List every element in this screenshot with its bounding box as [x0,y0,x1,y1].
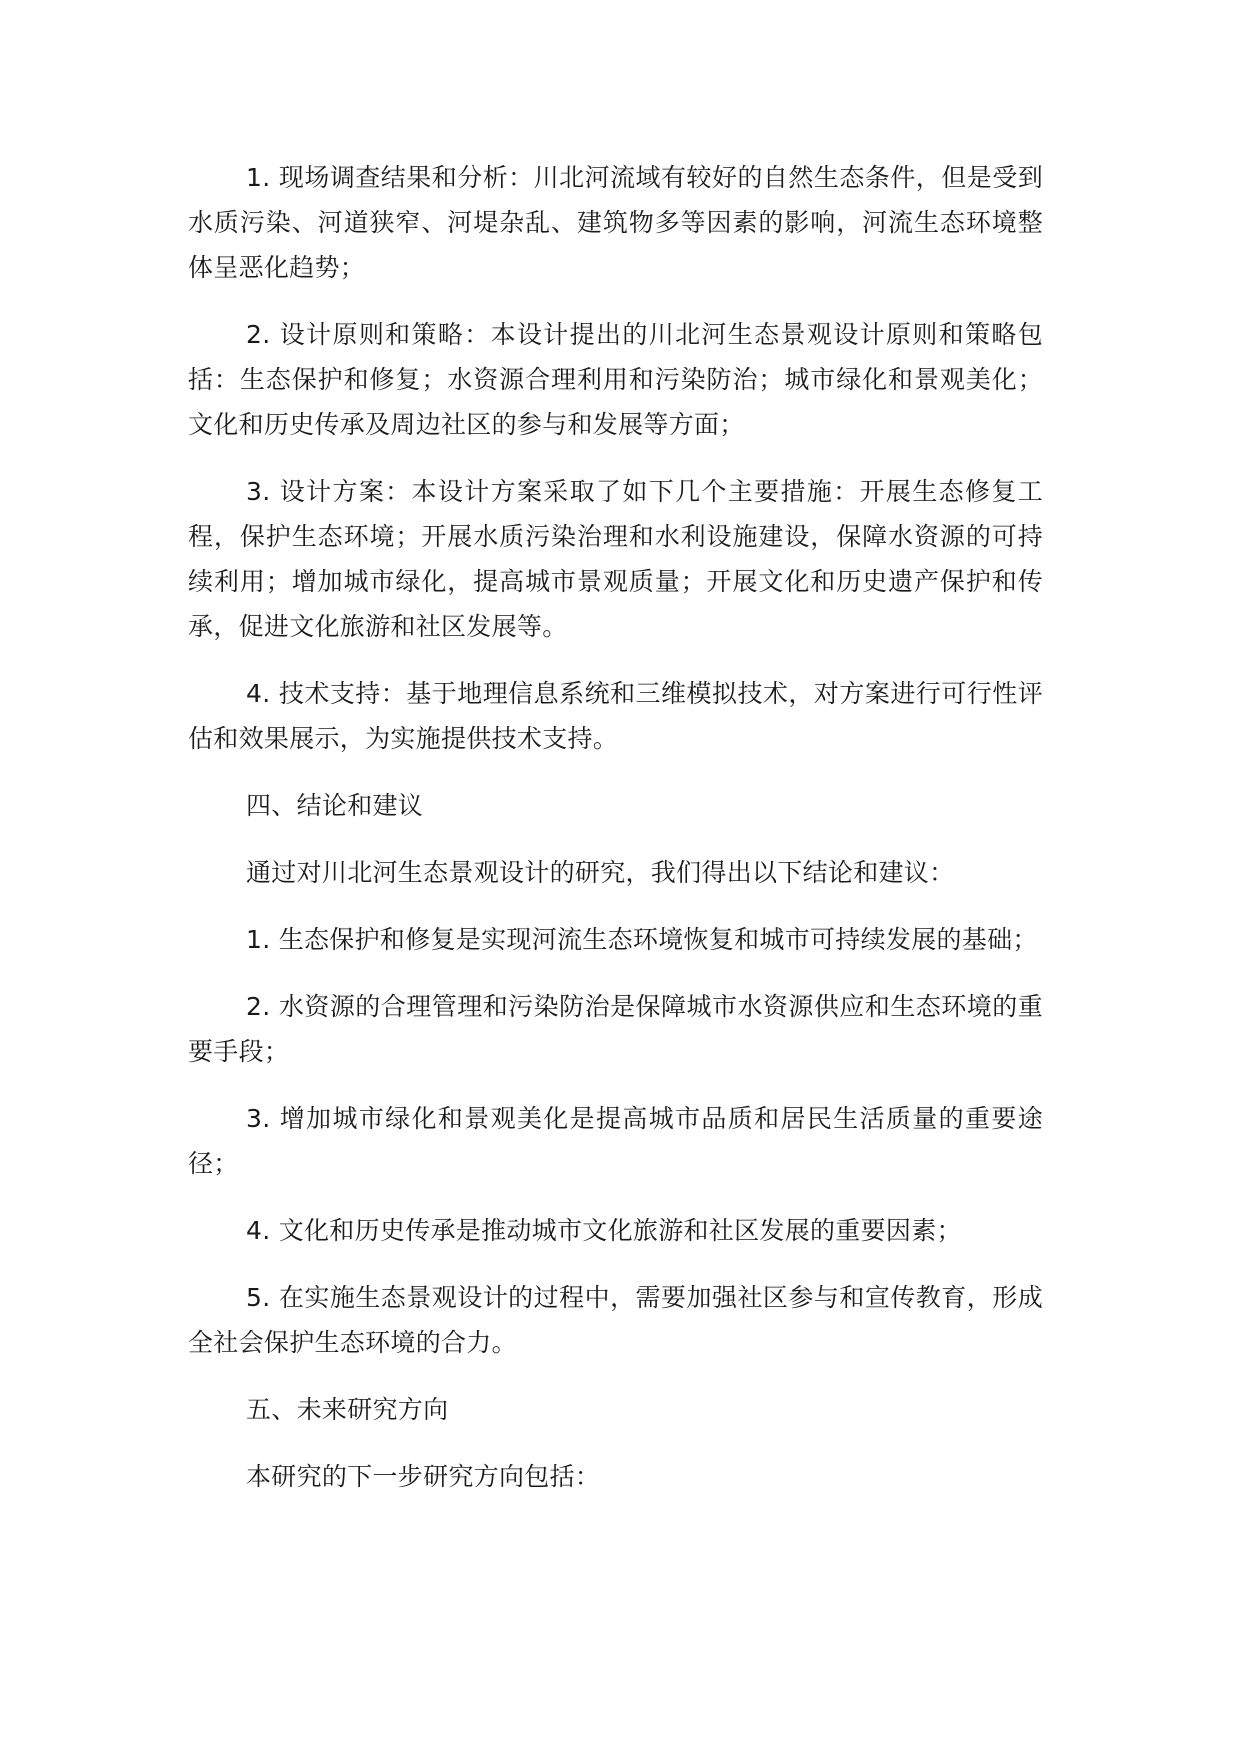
conclusions-intro: 通过对川北河生态景观设计的研究，我们得出以下结论和建议： [246,858,955,887]
conclusion-item-5: 5. 在实施生态景观设计的过程中，需要加强社区参与和宣传教育，形成全社会保护生态环境的合力。 [188,1283,1043,1357]
conclusion-item-4: 4. 文化和历史传承是推动城市文化旅游和社区发展的重要因素； [246,1216,962,1245]
list-item-site-survey: 1. 现场调查结果和分析：川北河流域有较好的自然生态条件，但是受到水质污染、河道狭窄、河堤杂乱、建筑物多等因素的影响，河流生态环境整体呈恶化趋势； [188,163,1043,282]
conclusion-item-2: 2. 水资源的合理管理和污染防治是保障城市水资源供应和生态环境的重要手段； [188,992,1043,1066]
list-item-technical-support: 4. 技术支持：基于地理信息系统和三维模拟技术，对方案进行可行性评估和效果展示，为实施提供技术支持。 [188,679,1043,753]
document-body [188,155,1043,1521]
conclusion-item-1: 1. 生态保护和修复是实现河流生态环境恢复和城市可持续发展的基础； [246,925,1038,954]
conclusion-item-3: 3. 增加城市绿化和景观美化是提高城市品质和居民生活质量的重要途径； [188,1104,1043,1178]
future-research-intro: 本研究的下一步研究方向包括： [246,1462,601,1491]
list-item-design-scheme: 3. 设计方案：本设计方案采取了如下几个主要措施：开展生态修复工程，保护生态环境；开展水质污染治理和水利设施建设，保障水资源的可持续利用；增加城市绿化，提高城市景观质量；开展文化和历史遗产保护和传承，促进文化旅游和社区发展等。 [188,477,1043,641]
list-item-design-principles: 2. 设计原则和策略：本设计提出的川北河生态景观设计原则和策略包括：生态保护和修复；水资源合理利用和污染防治；城市绿化和景观美化；文化和历史传承及周边社区的参与和发展等方面； [188,320,1043,439]
section-heading-future-research: 五、未来研究方向 [246,1395,449,1424]
section-heading-conclusions: 四、结论和建议 [246,791,424,820]
